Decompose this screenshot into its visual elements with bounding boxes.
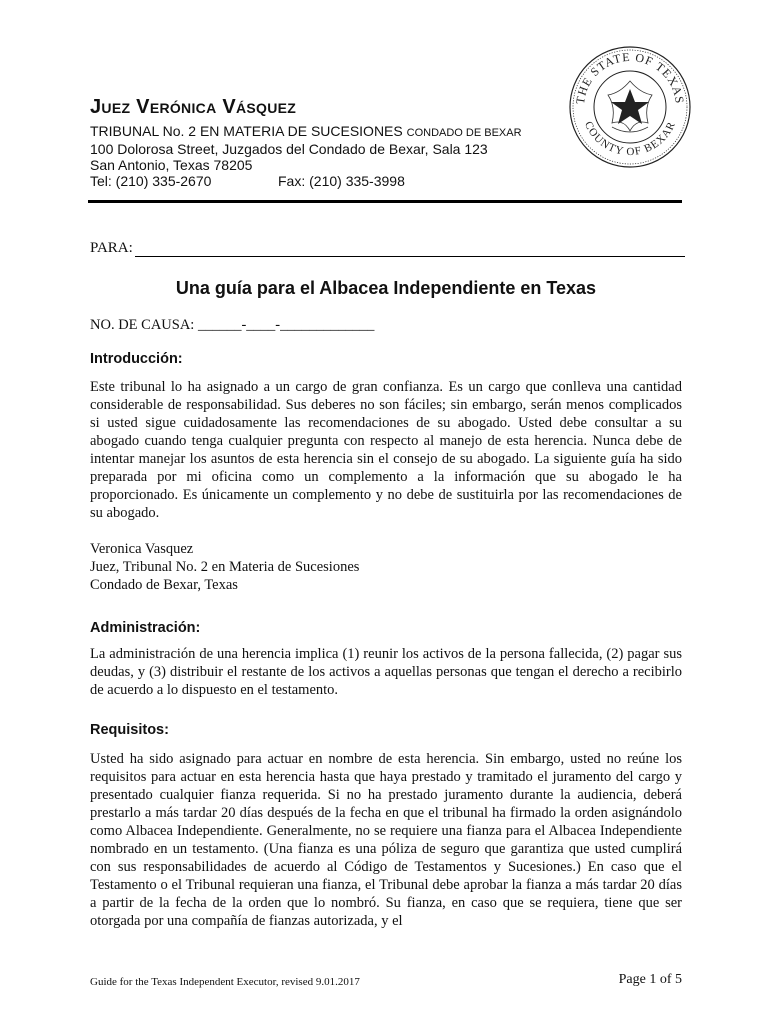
section-body-intro: Este tribunal lo ha asignado a un cargo de gran confianza. Es un cargo que conlleva una cantidad considerable de responsabilidad. Sus deberes no son fáciles; sin embargo, serán menos complicados si usted sigue cuidadosamente las recomendaciones de su abogado. Usted debe consultar a su abogado cuando tenga cualquier pregunta con respecto al manejo de esta herencia. Nunca debe de intentar manejar los asuntos de esta herencia sin el consejo de su abogado. La siguiente guía ha sido preparada por mi oficina como un complemento a la información que su abogado le ha proporcionado. Es únicamente un complemento y no debe de sustituirla por las recomendaciones de su abogado.	[90, 379, 682, 521]
court-address: 100 Dolorosa Street, Juzgados del Condado de Bexar, Sala 123	[90, 141, 488, 157]
section-body-admin: La administración de una herencia implica (1) reunir los activos de la persona fallecida, (2) pagar sus deudas, y (3) distribuir el restante de los activos a aquellas personas que tengan el derecho a recibirlo de acuerdo a lo dispuesto en el testamento.	[90, 646, 682, 698]
court-name: TRIBUNAL No. 2 EN MATERIA DE SUCESIONES	[90, 123, 403, 139]
contact-line	[90, 173, 690, 189]
footer-page-number: Page 1 of 5	[618, 972, 682, 987]
header-rule	[88, 200, 682, 203]
court-city: San Antonio, Texas 78205	[90, 157, 253, 173]
seal-top-text: THE STATE OF TEXAS	[572, 49, 687, 105]
section-heading-admin: Administración:	[90, 620, 201, 636]
seal-bottom-text: COUNTY OF BEXAR	[581, 119, 679, 159]
fax: Fax: (210) 335-3998	[278, 173, 405, 189]
section-heading-intro: Introducción:	[90, 351, 183, 367]
footer-document-name: Guide for the Texas Independent Executor, revised 9.01.2017	[90, 976, 360, 988]
document-title: Una guía para el Albacea Independiente en Texas	[175, 278, 597, 298]
court-county: CONDADO DE BEXAR	[406, 127, 522, 139]
cause-number: NO. DE CAUSA: ______-____-_____________	[90, 317, 375, 333]
county-seal	[568, 45, 692, 169]
para-label: PARA:	[90, 240, 133, 256]
judge-name: Juez Verónica Vásquez	[90, 96, 297, 118]
star-seal-icon	[608, 81, 652, 132]
signature-county: Condado de Bexar, Texas	[90, 577, 238, 593]
signature-block	[90, 540, 359, 594]
section-body-requirements: Usted ha sido asignado para actuar en nombre de esta herencia. Sin embargo, usted no reúne los requisitos para actuar en esta herencia hasta que haya prestado y tramitado el juramento del cargo y presentado cualquier fianza requerida. Si no ha prestado juramento durante la audiencia, deberá prestarlo a más tardar 20 días después de la fecha en que el tribunal ha firmado la orden asignándolo como Albacea Independiente. Generalmente, no se requiere una fianza para el Albacea Independiente nombrado en un testamento. (Una fianza es una póliza de seguro que garantiza que usted cumplirá con sus responsabilidades de acuerdo al Código de Testamentos y Sucesiones.) En caso que el Testamento o el Tribunal requieran una fianza, el Tribunal debe aprobar la fianza a más tardar 20 días a partir de la fecha de la orden que lo nombró. Su fianza, en caso que se requiera, tiene que ser otorgada por una compañía de fianzas autorizada, y el	[90, 751, 682, 929]
signature-position: Juez, Tribunal No. 2 en Materia de Sucesiones	[90, 559, 360, 575]
signature-name: Veronica Vasquez	[90, 541, 194, 557]
para-field	[90, 240, 685, 257]
para-blank-line	[135, 242, 685, 257]
telephone: Tel: (210) 335-2670	[90, 173, 212, 189]
section-heading-requirements: Requisitos:	[90, 722, 169, 738]
